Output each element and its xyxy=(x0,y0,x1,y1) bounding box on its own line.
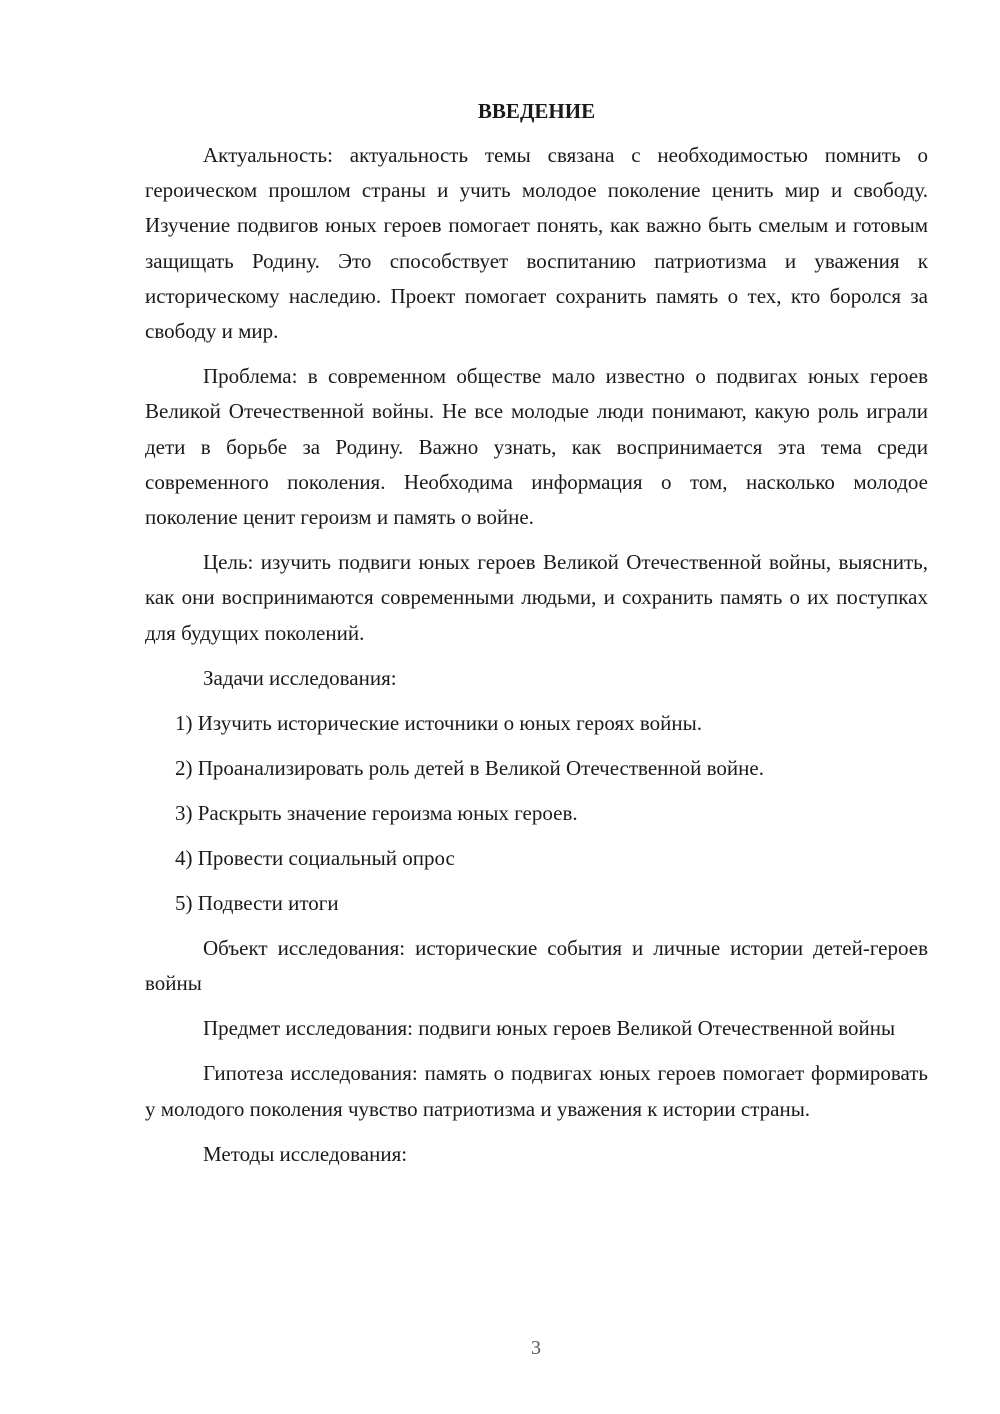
task-item: 4) Провести социальный опрос xyxy=(175,845,455,870)
subject-paragraph: Предмет исследования: подвиги юных героев Великой Отечественной войны xyxy=(203,1016,896,1041)
tasks-heading: Задачи исследования: xyxy=(203,665,397,690)
methods-heading: Методы исследования: xyxy=(203,1141,408,1166)
tasks-list xyxy=(145,706,928,921)
task-item: 2) Проанализировать роль детей в Великой Отечественной войне. xyxy=(175,755,764,780)
object-paragraph: Объект исследования: исторические события и личные истории детей-героев войны xyxy=(145,935,928,996)
page-number: 3 xyxy=(531,1337,541,1359)
goal-paragraph: Цель: изучить подвиги юных героев Великой Отечественной войны, выяснить, как они воспринимаются современными людьми, и сохранить память о их поступках для будущих поколений. xyxy=(145,550,928,645)
document-page xyxy=(145,94,928,1182)
hypothesis-paragraph: Гипотеза исследования: память о подвигах юных героев помогает формировать у молодого поколения чувство патриотизма и уважения к истории страны. xyxy=(145,1061,928,1121)
relevance-paragraph: Актуальность: актуальность темы связана с необходимостью помнить о героическом прошлом страны и учить молодое поколение ценить мир и свободу. Изучение подвигов юных героев помогает понять, как важно быть смелым и готовым защищать Родину. Это способствует воспитанию патриотизма и уважения к историческому наследию. Проект помогает сохранить память о тех, кто боролся за свободу и мир. xyxy=(145,143,928,344)
problem-paragraph: Проблема: в современном обществе мало известно о подвигах юных героев Великой Отечественной войны. Не все молодые люди понимают, какую роль играли дети в борьбе за Родину. Важно узнать, как воспринимается эта тема среди современного поколения. Необходима информация о том, насколько молодое поколение ценит героизм и память о войне. xyxy=(145,364,928,530)
task-item: 5) Подвести итоги xyxy=(175,890,339,915)
task-item: 1) Изучить исторические источники о юных героях войны. xyxy=(175,710,702,735)
task-item: 3) Раскрыть значение героизма юных героев. xyxy=(175,800,578,825)
section-title: ВВЕДЕНИЕ xyxy=(477,99,596,123)
